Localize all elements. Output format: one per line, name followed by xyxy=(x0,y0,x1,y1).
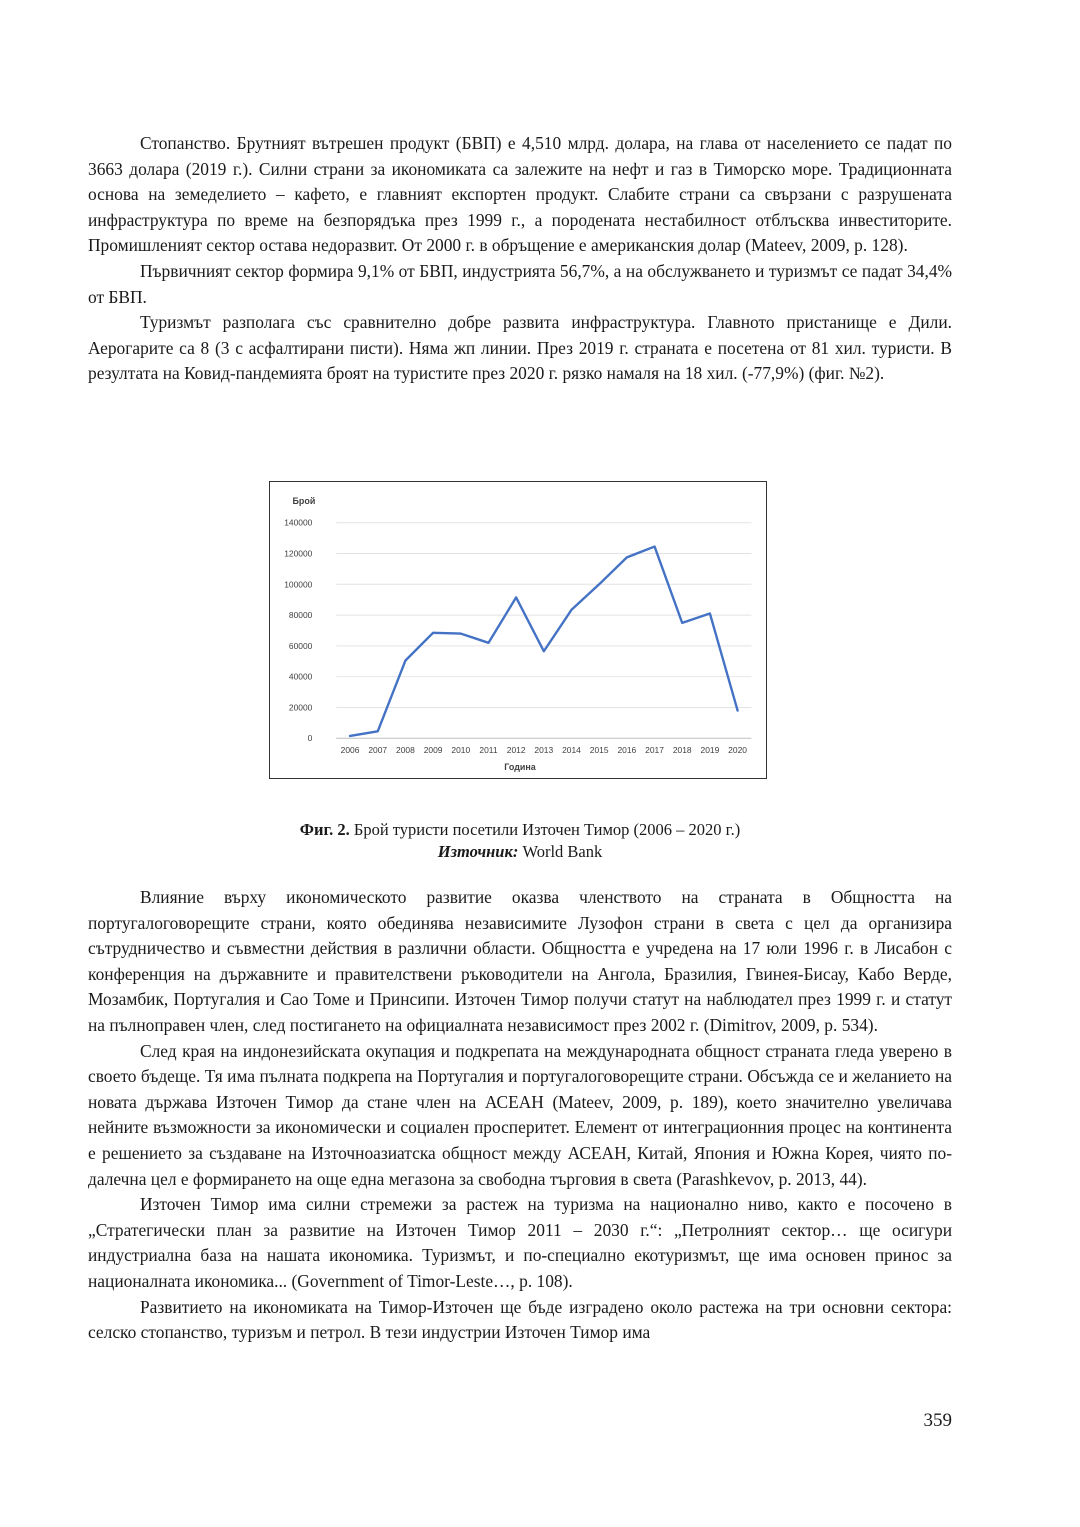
top-text-block xyxy=(88,131,952,387)
y-tick-label: 0 xyxy=(307,733,313,744)
bottom-text-block xyxy=(88,885,952,1346)
page-number: 359 xyxy=(923,1410,952,1431)
paragraph-sectors: Първичният сектор формира 9,1% от БВП, индустрията 56,7%, а на обслужването и туризмът се падат 34,4% от БВП. xyxy=(88,260,952,307)
x-tick-label: 2013 xyxy=(534,745,554,756)
y-tick-label: 100000 xyxy=(284,579,313,590)
source-label: Източник: xyxy=(437,842,519,861)
y-tick-label: 40000 xyxy=(288,671,313,682)
x-tick-label: 2017 xyxy=(645,745,664,756)
x-tick-label: 2011 xyxy=(479,745,498,756)
y-tick-label: 120000 xyxy=(284,548,313,559)
x-tick-label: 2006 xyxy=(340,745,360,756)
caption-text: Брой туристи посетили Източен Тимор (2006 – 2020 г.) xyxy=(349,820,741,839)
x-axis-label: Година xyxy=(504,762,536,773)
paragraph-cplp: Влияние върху икономическото развитие оказва членството на страната в Общността на португалоговорещите страни, която обединява независимите Лузофон страни в света с цел да организира сътрудничество и съвместни действия в различни области. Общността е учредена на 17 юли 1996 г. в Лисабон с конференция на държавните и правителствени ръководители на Ангола, Бразилия, Гвинея-Бисау, Кабо Верде, Мозамбик, Португалия и Сао Томе и Принсипи. Източен Тимор получи статут на наблюдател през 1999 г. и статут на пълноправен член, след постигането на официалната независимост през 2002 г. (Dimitrov, 2009, p. 534). xyxy=(88,887,952,1035)
paragraph-strategy: Източен Тимор има силни стремежи за растеж на туризма на национално ниво, както е посочено в „Стратегически план за развитие на Източен Тимор 2011 – 2030 г.“: „Петролният сектор… ще осигури индустриална база на нашата икономика. Туризмът, и по-специално екотуризмът, ще има основен принос за националната икономика... (Government of Timor-Leste…, p. 108). xyxy=(88,1194,952,1291)
x-tick-label: 2012 xyxy=(506,745,526,756)
x-tick-label: 2016 xyxy=(617,745,637,756)
y-tick-label: 140000 xyxy=(284,517,313,528)
x-tick-label: 2007 xyxy=(368,745,388,756)
figure-chart xyxy=(269,481,767,779)
caption-label: Фиг. 2. xyxy=(299,820,350,839)
x-tick-label: 2018 xyxy=(672,745,692,756)
x-tick-label: 2008 xyxy=(396,745,415,756)
source-text: World Bank xyxy=(518,842,603,861)
tourists-line-chart xyxy=(270,482,766,778)
x-tick-label: 2014 xyxy=(562,745,581,756)
x-tick-label: 2020 xyxy=(728,745,747,756)
x-tick-label: 2010 xyxy=(451,745,471,756)
paragraph-tourism: Туризмът разполага със сравнително добре развита инфраструктура. Главното пристанище е Дили. Аерогарите са 8 (3 с асфалтирани писти). Няма жп линии. През 2019 г. страната е посетена от 81 хил. туристи. В резултата на Ковид-пандемията броят на туристите през 2020 г. рязко намаля на 18 хил. (-77,9%) (фиг. №2). xyxy=(88,312,952,384)
x-tick-label: 2015 xyxy=(589,745,609,756)
paragraph-economy: Стопанство. Брутният вътрешен продукт (БВП) е 4,510 млрд. долара, на глава от населението се падат по 3663 долара (2019 г.). Силни страни за икономиката са залежите на нефт и газ в Тиморско море. Традиционната основа на земеделието – кафето, е главният експортен продукт. Слабите страни са свързани с разрушената инфраструктура по време на безпорядъка през 1999 г., а породената нестабилност отблъсква инвеститорите. Промишленият сектор остава недоразвит. От 2000 г. в обръщение е американския долар (Mateev, 2009, p. 128). xyxy=(88,133,952,256)
figure-caption xyxy=(88,819,952,841)
paragraph-sectors-growth: Развитието на икономиката на Тимор-Източен ще бъде изградено около растежа на три основни сектора: селско стопанство, туризъм и петрол. В тези индустрии Източен Тимор има xyxy=(88,1296,952,1343)
y-tick-label: 60000 xyxy=(288,640,313,651)
y-axis-label: Брой xyxy=(292,495,316,506)
paragraph-asean: След края на индонезийската окупация и подкрепата на международната общност страната гледа уверено в своето бъдеще. Тя има пълната подкрепа на Португалия и португалоговорещите страни. Обсъжда се и желанието на новата държава Източен Тимор да стане член на АСЕАН (Mateev, 2009, p. 189), което значително увеличава нейните възможности за икономически и социален просперитет. Елемент от интеграционния процес на континента е решението за създаване на Източноазиатска общност между АСЕАН, Китай, Япония и Южна Корея, чиято по-далечна цел е формирането на още една мегазона за свободна търговия в света (Parashkevov, p. 2013, 44). xyxy=(88,1040,952,1189)
y-tick-label: 80000 xyxy=(288,610,313,621)
x-tick-label: 2019 xyxy=(700,745,720,756)
x-tick-label: 2009 xyxy=(423,745,443,756)
y-tick-label: 20000 xyxy=(288,702,313,713)
figure-source xyxy=(88,841,952,863)
